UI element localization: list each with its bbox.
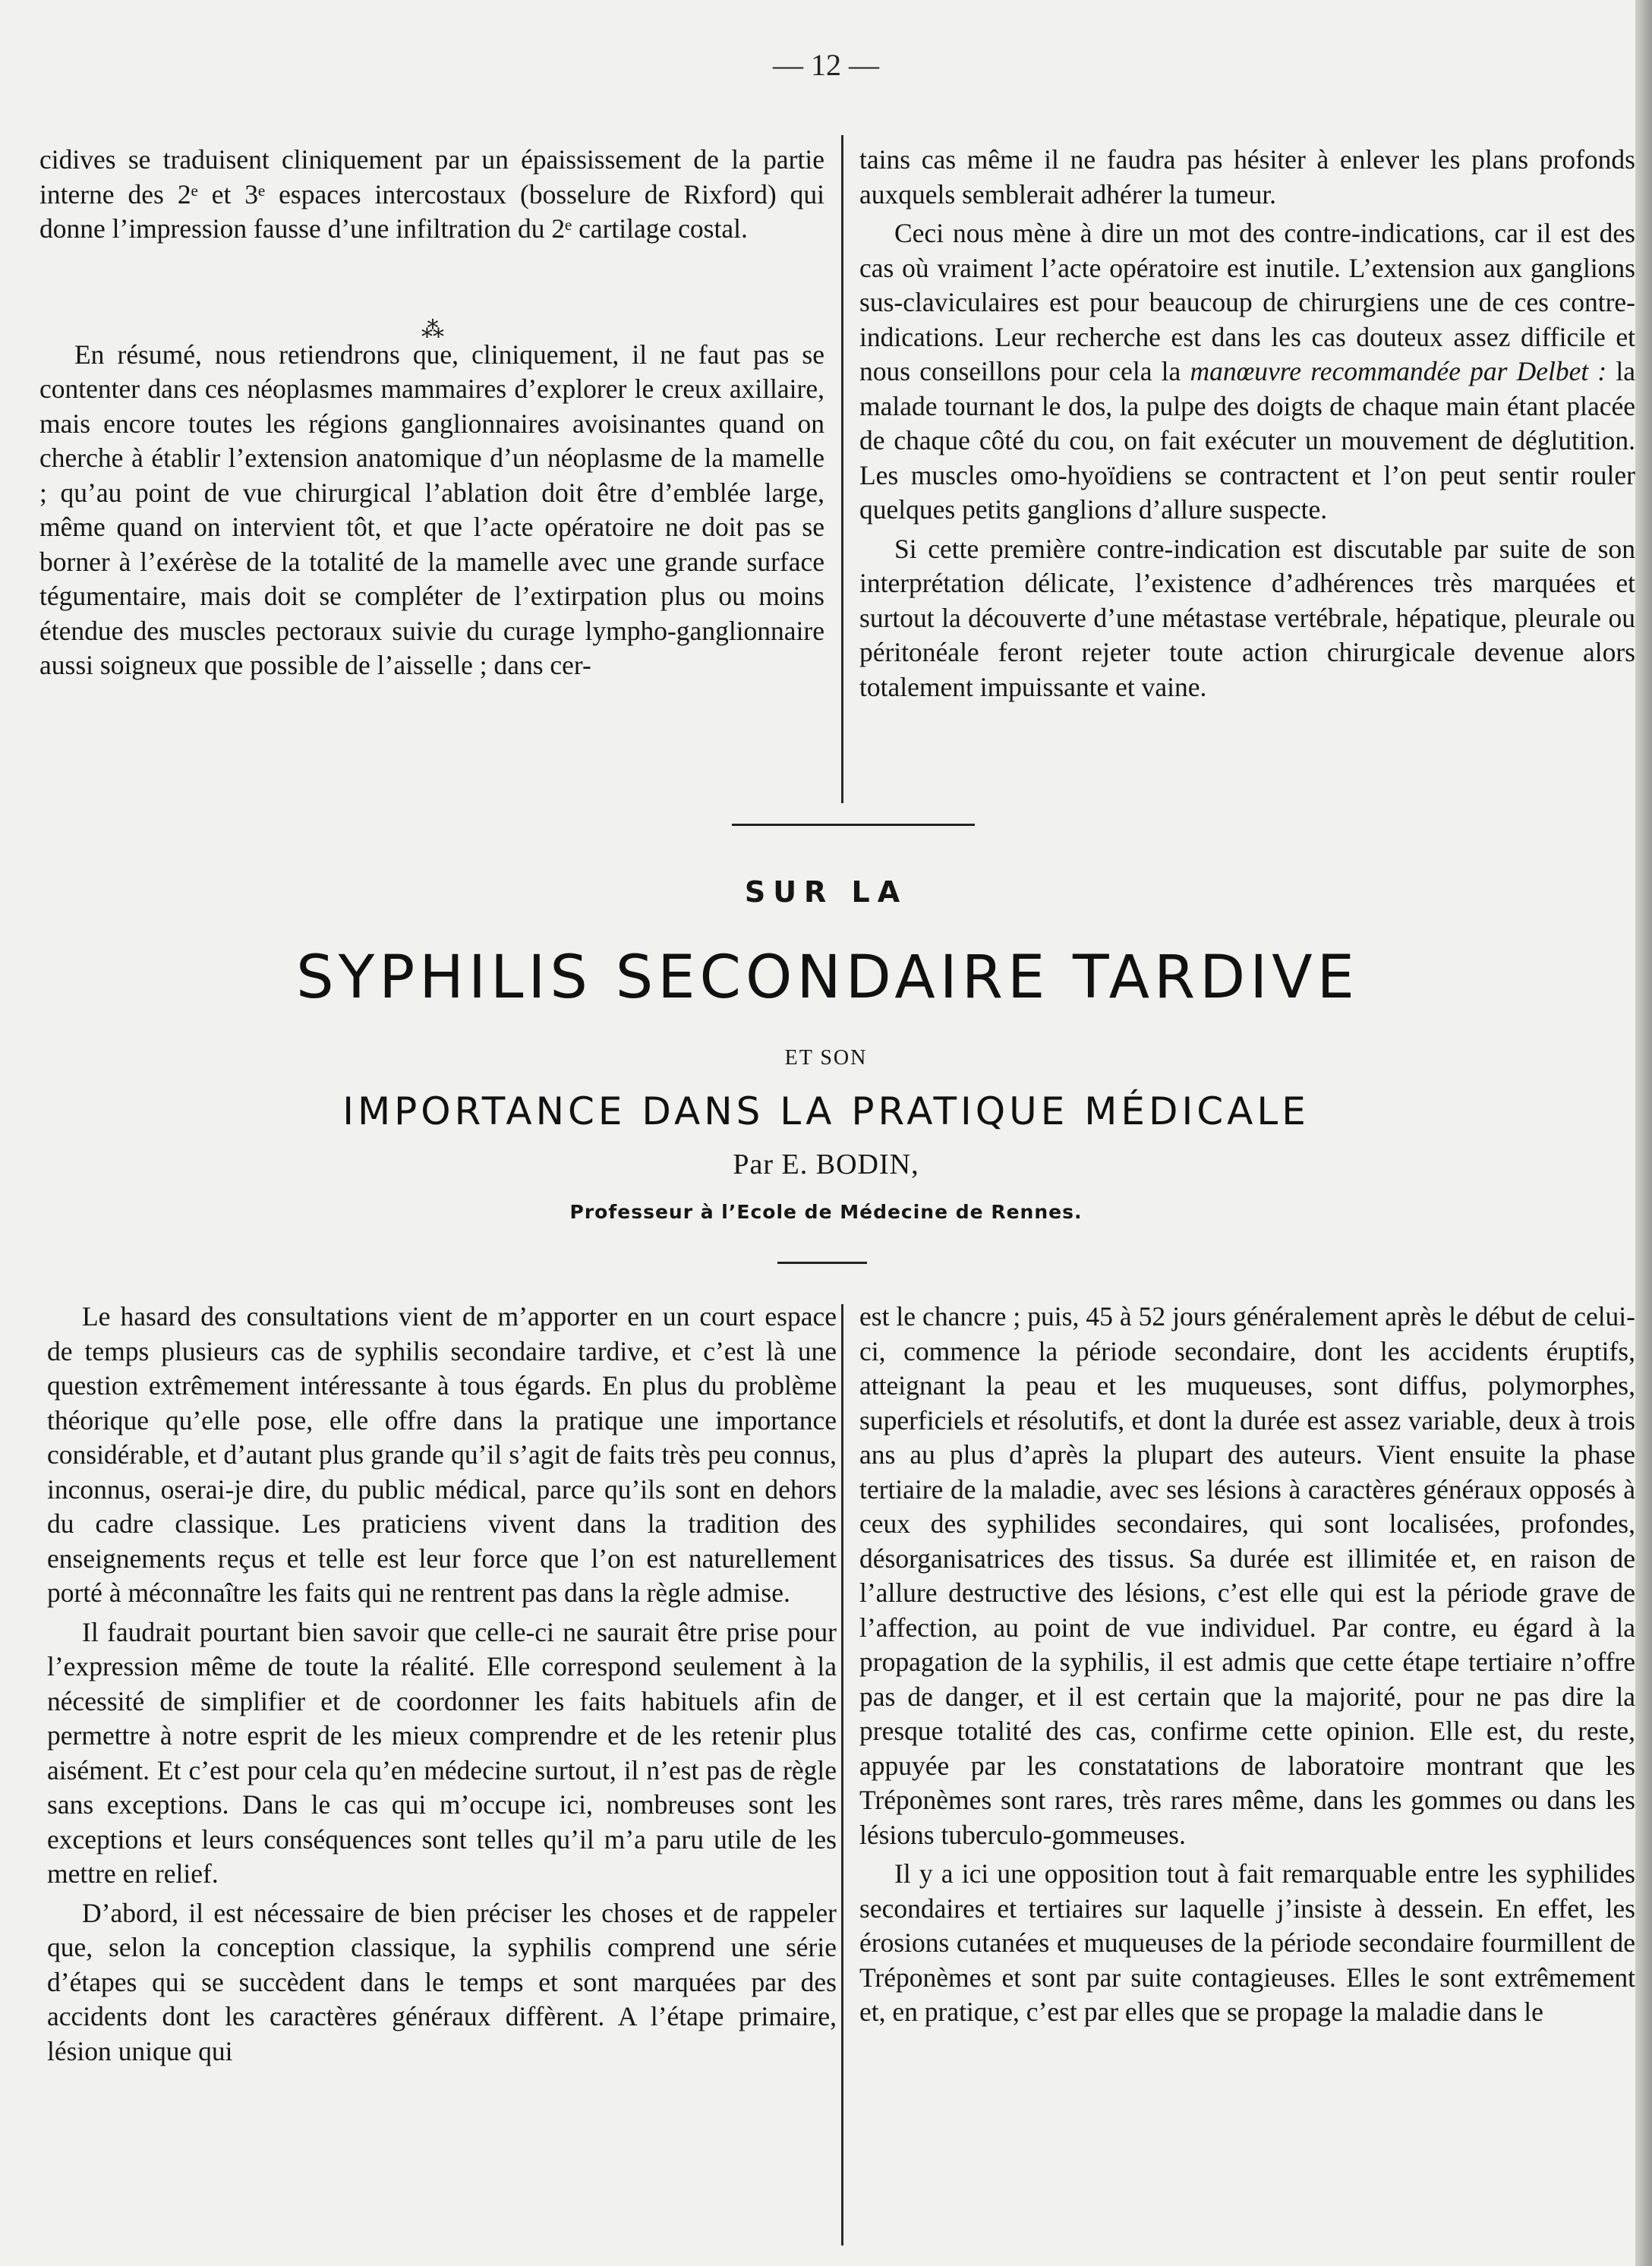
paragraph: Si cette première contre-indication est discutable par suite de son interprétation délicate, l’existence d’adhérences très marquées et surtout la découverte d’une métastase vertébrale, hépatique, pleurale ou péritonéale feront rejeter toute action chirurgicale devenue alors totalement impuissante et vaine. <box>859 533 1635 702</box>
article-subtitle: IMPORTANCE DANS LA PRATIQUE MÉDICALE <box>342 1089 1310 1133</box>
paragraph: En résumé, nous retiendrons que, cliniquement, il ne faut pas se contenter dans ces néoplasmes mammaires d’explorer le creux axillaire, mais encore toutes les régions ganglionnaires avoisinantes quand on cherche à établir l’extension anatomique d’un néoplasme de la mamelle ; qu’au point de vue chirurgical l’ablation doit être d’emblée large, même quand on intervient tôt, et que l’acte opératoire ne doit pas se borner à l’exérèse de la totalité de la mamelle avec une grande surface tégumentaire, mais doit se compléter de l’extirpation plus ou moins étendue des muscles pectoraux suivie du curage lympho-ganglionnaire aussi soigneux que possible de l’aisselle ; dans cer- <box>39 339 824 680</box>
text-run: Ceci nous mène à dire un mot des contre-indications, car il est des cas où vraiment l’acte opératoire est inutile. L’extension aux ganglions sus-claviculaires est pour beaucoup de chirurgiens une de ces contre-indications. Leur recherche est dans les cas douteux assez difficile et nous conseillons pour cela la <box>859 218 1635 386</box>
paragraph: Il faudrait pourtant bien savoir que celle-ci ne saurait être prise pour l’expression même de toute la réalité. Elle correspond seulement à la nécessité de simplifier et de coordonner les faits habituels afin de permettre à notre esprit de les mieux comprendre et de les retenir plus aisément. Et c’est pour cela qu’en médecine surtout, il n’est pas de règle sans exceptions. Dans le cas qui m’occupe ici, nombreuses sont les exceptions et leurs conséquences sont telles qu’il m’a paru utile de les mettre en relief. <box>47 1616 837 1889</box>
page-number: — 12 — <box>773 48 879 82</box>
article-connector: ET SON <box>784 1046 868 1070</box>
paragraph: tains cas même il ne faudra pas hésiter à enlever les plans profonds auxquels semblerait adhérer la tumeur. <box>859 144 1635 210</box>
paragraph: est le chancre ; puis, 45 à 52 jours généralement après le début de celui-ci, commence la période secondaire, dont les accidents éruptifs, atteignant la peau et les muqueuses, sont diffus, polymorphes, superficiels et résolutifs, et dont la durée est assez variable, deux à trois ans au plus d’après la plupart des auteurs. Vient ensuite la phase tertiaire de la maladie, avec ses lésions à caractères généraux opposés à ceux des syphilides secondaires, qui sont localisées, profondes, désorganisatrices des tissus. Sa durée est illimitée et, en raison de l’allure destructive des lésions, c’est elle qui est la période grave de l’affection, au point de vue individuel. Par contre, eu égard à la propagation de la syphilis, il est admis que cette étape tertiaire n’offre pas de danger, et il est certain que la majorité, pour ne pas dire la presque totalité des cas, confirme cette opinion. Elle est, du reste, appuyée par les constatations de laboratoire montrant que les Tréponèmes sont rares, très rares même, dans les gommes ou dans les lésions tuberculo-gommeuses. <box>859 1301 1635 1850</box>
paragraph <box>859 216 1635 528</box>
text-run: la malade tournant le dos, la pulpe des doigts de chaque main étant placée de chaque côté du cou, on fait exécuter un mouvement de déglutition. Les muscles omo-hyoïdiens se contractent et l’on peut sentir rouler quelques petits ganglions d’allure suspecte. <box>859 356 1636 525</box>
body-right-column <box>859 1300 1635 2030</box>
author-affiliation: Professeur à l’Ecole de Médecine de Rennes. <box>569 1201 1083 1223</box>
asterism-divider: ⁂ <box>421 317 444 342</box>
heading-separator <box>777 1262 867 1264</box>
column-divider <box>841 1304 843 2246</box>
top-right-column <box>859 143 1635 704</box>
paragraph: cidives se traduisent cliniquement par un épaississement de la partie interne des 2ᵉ et 3ᵉ espaces intercostaux (bosselure de Rixford) qui donne l’impression fausse d’une infiltration du 2ᵉ cartilage costal. <box>39 144 824 244</box>
paragraph: Le hasard des consultations vient de m’apporter en un court espace de temps plusieurs cas de syphilis secondaire tardive, et c’est là une question extrêmement intéressante à tous égards. En plus du problème théorique qu’elle pose, elle offre dans la pratique une importance considérable, et d’autant plus grande qu’il s’agit de faits très peu connus, inconnus, oserai-je dire, du public médical, parce qu’ils sont en dehors du cadre classique. Les praticiens vivent dans la tradition des enseignements reçus et telle est leur force que l’on est naturellement porté à méconnaître les faits qui ne rentrent pas dans la règle admise. <box>47 1301 837 1608</box>
article-pre-title: SUR LA <box>744 875 908 909</box>
top-left-column <box>39 143 824 683</box>
page-edge-shadow <box>1635 0 1652 2266</box>
italic-phrase: manœuvre recommandée par Delbet : <box>1190 356 1607 386</box>
paragraph: D’abord, il est nécessaire de bien préciser les choses et de rappeler que, selon la conception classique, la syphilis comprend une série d’étapes qui se succèdent dans le temps et sont marquées par des accidents dont les caractères généraux diffèrent. A l’étape primaire, lésion unique qui <box>47 1897 837 2066</box>
body-left-column <box>47 1300 837 2069</box>
article-title: SYPHILIS SECONDAIRE TARDIVE <box>296 944 1359 1012</box>
article-author: Par E. BODIN, <box>733 1149 919 1180</box>
column-divider <box>841 135 843 803</box>
paragraph: Il y a ici une opposition tout à fait remarquable entre les syphilides secondaires et tertiaires sur laquelle j’insiste à dessein. En effet, les érosions cutanées et muqueuses de la période secondaire fourmillent de Tréponèmes et sont par suite contagieuses. Elles le sont extrêmement et, en pratique, c’est par elles que se propage la maladie dans le <box>859 1858 1635 2027</box>
section-separator <box>732 824 975 826</box>
